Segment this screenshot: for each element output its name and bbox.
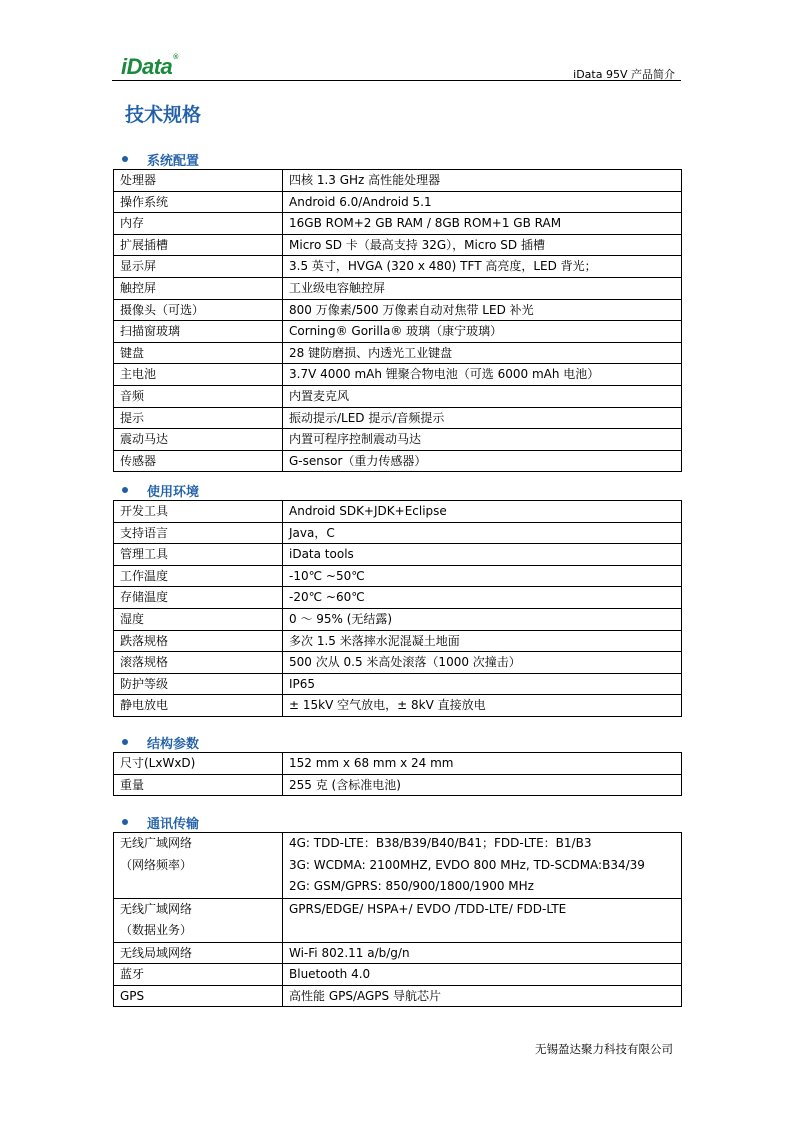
spec-value: 800 万像素/500 万像素自动对焦带 LED 补光	[289, 302, 534, 317]
spec-value-cell	[283, 256, 682, 278]
spec-value-cell	[283, 429, 682, 451]
spec-label-cell	[114, 587, 283, 609]
spec-label-cell	[114, 630, 283, 652]
spec-label: 音频	[120, 388, 145, 403]
spec-value: 16GB ROM+2 GB RAM / 8GB ROM+1 GB RAM	[289, 216, 562, 231]
spec-value-cell	[283, 299, 682, 321]
page-title: 技术规格	[125, 104, 202, 126]
spec-table-environment	[113, 500, 682, 717]
spec-row	[114, 364, 682, 386]
spec-value: Micro SD 卡（最高支持 32G），Micro SD 插槽	[289, 237, 545, 252]
spec-value-cell	[283, 774, 682, 796]
spec-row	[114, 652, 682, 674]
spec-label: 震动马达	[120, 432, 169, 447]
spec-value-cell	[283, 565, 682, 587]
spec-label-cell	[114, 652, 283, 674]
spec-label: 扫描窗玻璃	[120, 324, 181, 339]
spec-value-cell	[283, 191, 682, 213]
spec-label: 提示	[120, 410, 145, 425]
bullet-icon	[122, 487, 128, 493]
spec-label: 处理器	[120, 173, 157, 187]
spec-label: 防护等级	[120, 676, 169, 691]
spec-label: 存储温度	[120, 590, 169, 605]
spec-value: GPRS/EDGE/ HSPA+/ EVDO /TDD-LTE/ FDD-LTE	[289, 901, 567, 916]
spec-value: 4G: TDD-LTE：B38/B39/B40/B41；FDD-LTE：B1/B3	[289, 836, 592, 850]
spec-label: （数据业务）	[120, 923, 193, 937]
spec-value-cell	[283, 213, 682, 235]
spec-value-cell	[283, 170, 682, 192]
spec-label-cell	[114, 942, 283, 964]
spec-label-cell	[114, 695, 283, 717]
spec-row	[114, 898, 682, 942]
spec-label: 重量	[120, 777, 145, 792]
spec-value: Android 6.0/Android 5.1	[289, 194, 432, 209]
spec-row	[114, 170, 682, 192]
spec-row	[114, 501, 682, 523]
spec-value: 振动提示/LED 提示/音频提示	[289, 410, 445, 425]
spec-label-cell	[114, 170, 283, 192]
spec-value: 0 ～ 95% (无结露)	[289, 611, 393, 626]
spec-row	[114, 429, 682, 451]
spec-label: 触控屏	[120, 280, 157, 295]
spec-label-cell	[114, 501, 283, 523]
spec-value: Bluetooth 4.0	[289, 967, 371, 982]
spec-label-cell	[114, 608, 283, 630]
spec-row	[114, 833, 682, 899]
spec-label-cell	[114, 964, 283, 986]
spec-value: 28 键防磨损、内透光工业键盘	[289, 345, 453, 360]
spec-row	[114, 385, 682, 407]
spec-label-cell	[114, 342, 283, 364]
spec-label: 摄像头（可选）	[120, 302, 205, 317]
company-footer: 无锡盈达聚力科技有限公司	[535, 1042, 673, 1056]
spec-label-cell	[114, 522, 283, 544]
spec-row	[114, 407, 682, 429]
bullet-icon	[122, 739, 128, 745]
spec-label-cell	[114, 234, 283, 256]
spec-label: （网络频率）	[120, 857, 193, 872]
spec-label: GPS	[120, 988, 145, 1003]
spec-label: 湿度	[120, 611, 145, 626]
spec-row	[114, 753, 682, 775]
spec-value: 四核 1.3 GHz 高性能处理器	[289, 173, 441, 187]
spec-value-cell	[283, 695, 682, 717]
spec-row	[114, 213, 682, 235]
spec-label: 工作温度	[120, 568, 169, 583]
spec-label: 跌落规格	[120, 633, 169, 648]
section-heading-system	[122, 150, 199, 168]
spec-value-cell	[283, 544, 682, 566]
spec-value: 高性能 GPS/AGPS 导航芯片	[289, 988, 441, 1003]
spec-row	[114, 256, 682, 278]
spec-label: 管理工具	[120, 547, 169, 562]
spec-label-cell	[114, 299, 283, 321]
spec-value-cell	[283, 630, 682, 652]
spec-value: 255 克 (含标准电池)	[289, 777, 401, 792]
spec-value: 多次 1.5 米落摔水泥混凝土地面	[289, 633, 460, 648]
spec-row	[114, 774, 682, 796]
spec-value-cell	[283, 364, 682, 386]
spec-value: 500 次从 0.5 米高处滚落（1000 次撞击）	[289, 655, 521, 670]
spec-value-cell	[283, 407, 682, 429]
spec-label-cell	[114, 277, 283, 299]
spec-label-cell	[114, 213, 283, 235]
spec-value: G-sensor（重力传感器）	[289, 453, 427, 468]
spec-table-system	[113, 169, 682, 472]
spec-value: 内置麦克风	[289, 388, 350, 403]
spec-value-cell	[283, 450, 682, 472]
spec-label-cell	[114, 191, 283, 213]
spec-row	[114, 321, 682, 343]
spec-value: ± 15kV 空气放电，± 8kV 直接放电	[289, 698, 486, 713]
spec-label: 扩展插槽	[120, 237, 169, 252]
spec-value: IP65	[289, 676, 316, 691]
spec-label: 静电放电	[120, 698, 169, 713]
header-divider	[112, 80, 681, 81]
spec-label-cell	[114, 364, 283, 386]
spec-value-cell	[283, 898, 682, 942]
spec-row	[114, 450, 682, 472]
spec-row	[114, 565, 682, 587]
spec-row	[114, 942, 682, 964]
spec-value-cell	[283, 652, 682, 674]
spec-label: 尺寸(LxWxD)	[120, 756, 196, 770]
spec-label-cell	[114, 429, 283, 451]
section-heading-communication	[122, 813, 199, 831]
spec-row	[114, 695, 682, 717]
spec-value-cell	[283, 501, 682, 523]
spec-label-cell	[114, 833, 283, 899]
spec-label-cell	[114, 321, 283, 343]
spec-label-cell	[114, 985, 283, 1007]
spec-value-cell	[283, 942, 682, 964]
spec-label: 内存	[120, 216, 145, 231]
spec-label: 无线局域网络	[120, 945, 193, 960]
spec-row	[114, 673, 682, 695]
spec-label: 主电池	[120, 367, 157, 382]
spec-label-cell	[114, 385, 283, 407]
spec-value: iData tools	[289, 547, 354, 562]
spec-value-cell	[283, 985, 682, 1007]
spec-row	[114, 342, 682, 364]
spec-value: Java，C	[289, 525, 335, 540]
bullet-icon	[122, 819, 128, 825]
spec-row	[114, 587, 682, 609]
spec-label: 键盘	[120, 345, 145, 360]
spec-label-cell	[114, 544, 283, 566]
section-heading-environment	[122, 481, 199, 499]
spec-label: 无线广域网络	[120, 901, 193, 916]
spec-label-cell	[114, 673, 283, 695]
spec-label: 蓝牙	[120, 967, 145, 982]
spec-row	[114, 544, 682, 566]
spec-value: 152 mm x 68 mm x 24 mm	[289, 756, 454, 770]
spec-row	[114, 277, 682, 299]
spec-row	[114, 522, 682, 544]
section-title: 系统配置	[147, 153, 200, 169]
document-title: iData 95V 产品简介	[573, 68, 675, 81]
spec-row	[114, 608, 682, 630]
spec-value-cell	[283, 587, 682, 609]
spec-table-structure	[113, 752, 682, 796]
spec-value: 工业级电容触控屏	[289, 280, 386, 295]
spec-value: 2G: GSM/GPRS: 850/900/1800/1900 MHz	[289, 879, 534, 893]
spec-label: 滚落规格	[120, 655, 169, 670]
spec-value: 3G: WCDMA: 2100MHZ, EVDO 800 MHz, TD-SCDMA:B34/39	[289, 857, 645, 872]
spec-label: 显示屏	[120, 259, 157, 274]
spec-value-cell	[283, 608, 682, 630]
spec-row	[114, 234, 682, 256]
spec-row	[114, 299, 682, 321]
section-heading-structure	[122, 733, 199, 751]
spec-label-cell	[114, 774, 283, 796]
spec-value-cell	[283, 673, 682, 695]
spec-value-cell	[283, 342, 682, 364]
spec-row	[114, 964, 682, 986]
spec-value-cell	[283, 385, 682, 407]
spec-value-cell	[283, 234, 682, 256]
spec-label-cell	[114, 898, 283, 942]
spec-row	[114, 630, 682, 652]
spec-value: 内置可程序控制震动马达	[289, 432, 422, 447]
spec-value: Android SDK+JDK+Eclipse	[289, 504, 447, 518]
section-title: 使用环境	[147, 484, 200, 500]
spec-label: 开发工具	[120, 504, 169, 518]
spec-label-cell	[114, 753, 283, 775]
spec-table-communication	[113, 832, 682, 1007]
section-title: 结构参数	[147, 736, 200, 752]
spec-label: 传感器	[120, 453, 157, 468]
spec-label: 支持语言	[120, 525, 169, 540]
spec-value-cell	[283, 321, 682, 343]
spec-value-cell	[283, 753, 682, 775]
spec-label-cell	[114, 407, 283, 429]
spec-row	[114, 985, 682, 1007]
spec-value-cell	[283, 964, 682, 986]
spec-value-cell	[283, 833, 682, 899]
idata-logo: iData®	[121, 54, 178, 79]
spec-label-cell	[114, 565, 283, 587]
spec-label-cell	[114, 256, 283, 278]
spec-row	[114, 191, 682, 213]
spec-label: 无线广域网络	[120, 836, 193, 850]
spec-value: 3.7V 4000 mAh 锂聚合物电池（可选 6000 mAh 电池）	[289, 367, 600, 382]
spec-value-cell	[283, 277, 682, 299]
spec-value-cell	[283, 522, 682, 544]
section-title: 通讯传输	[147, 816, 200, 832]
bullet-icon	[122, 156, 128, 162]
spec-value: 3.5 英寸，HVGA (320 x 480) TFT 高亮度，LED 背光；	[289, 259, 597, 274]
spec-label: 操作系统	[120, 194, 169, 209]
spec-value: Corning® Gorilla® 玻璃（康宁玻璃）	[289, 324, 503, 339]
spec-value: -20℃ ~60℃	[289, 590, 365, 605]
spec-label-cell	[114, 450, 283, 472]
spec-value: -10℃ ~50℃	[289, 568, 365, 583]
spec-value: Wi-Fi 802.11 a/b/g/n	[289, 945, 410, 960]
